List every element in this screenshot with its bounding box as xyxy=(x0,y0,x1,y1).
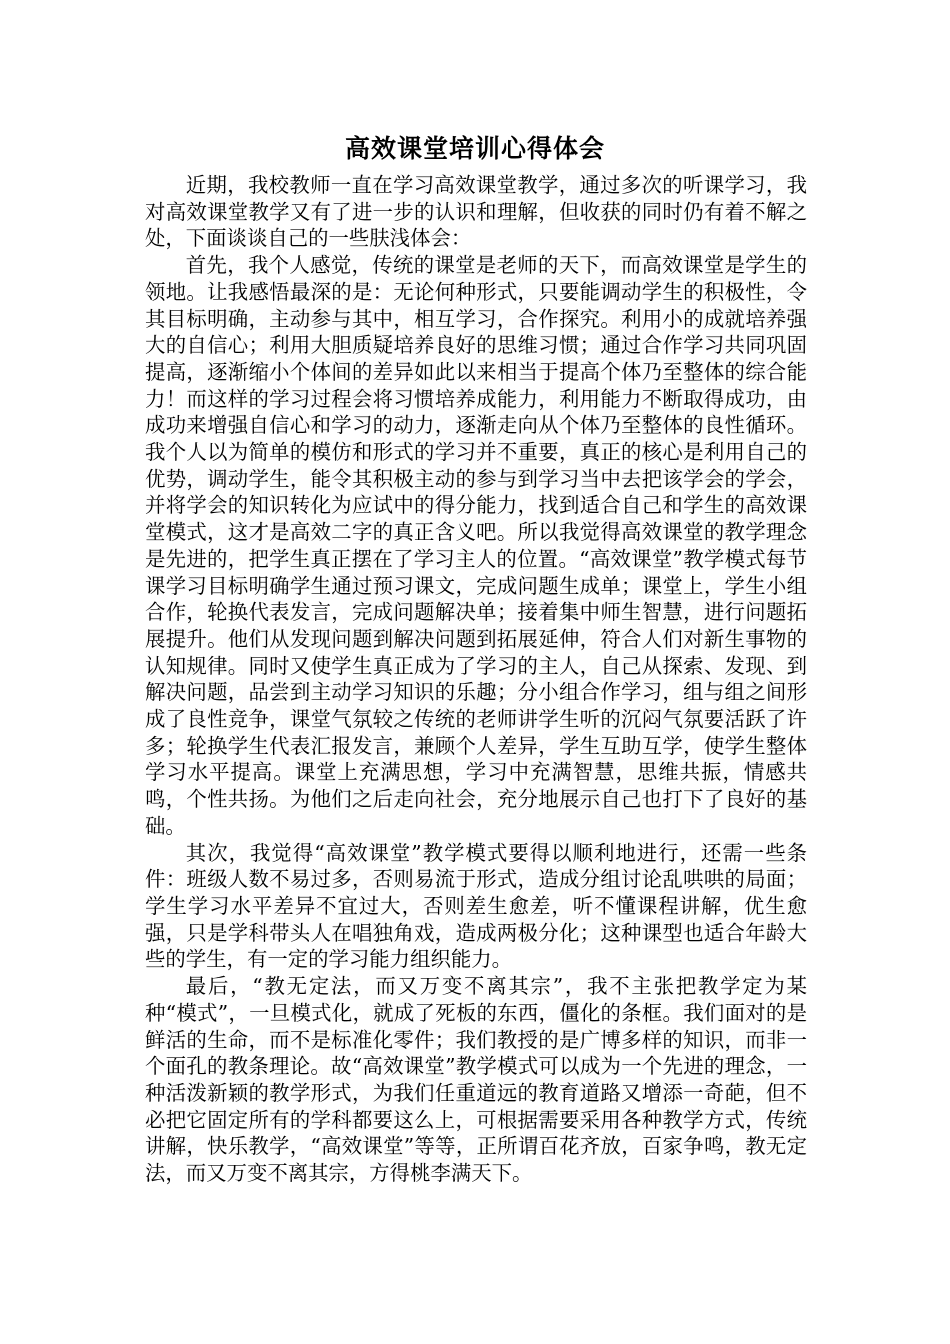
paragraph-first-point: 首先，我个人感觉，传统的课堂是老师的天下，而高效课堂是学生的领地。让我感悟最深的是：无论何种形式，只要能调动学生的积极性，令其目标明确，主动参与其中，相互学习，合作探究。利用小的成就培养强大的自信心；利用大胆质疑培养良好的思维习惯；通过合作学习共同巩固提高，逐渐缩小个体间的差异如此以来相当于提高个体乃至整体的综合能力！而这样的学习过程会将习惯培养成能力，利用能力不断取得成功，由成功来增强自信心和学习的动力，逐渐走向从个体乃至整体的良性循环。我个人以为简单的模仿和形式的学习并不重要，真正的核心是利用自己的优势，调动学生，能令其积极主动的参与到学习当中去把该学会的学会，并将学会的知识转化为应试中的得分能力，找到适合自己和学生的高效课堂模式，这才是高效二字的真正含义吧。所以我觉得高效课堂的教学理念是先进的，把学生真正摆在了学习主人的位置。“高效课堂”教学模式每节课学习目标明确学生通过预习课文，完成问题生成单；课堂上，学生小组合作，轮换代表发言，完成问题解决单；接着集中师生智慧，进行问题拓展提升。他们从发现问题到解决问题到拓展延伸，符合人们对新生事物的认知规律。同时又使学生真正成为了学习的主人，自己从探索、发现、到解决问题，品尝到主动学习知识的乐趣；分小组合作学习，组与组之间形成了良性竞争，课堂气氛较之传统的老师讲学生听的沉闷气氛要活跃了许多；轮换学生代表汇报发言，兼顾个人差异，学生互助互学，使学生整体学习水平提高。课堂上充满思想，学习中充满智慧，思维共振，情感共鸣，个性共扬。为他们之后走向社会，充分地展示自己也打下了良好的基础。 xyxy=(145,253,807,838)
document-title: 高效课堂培训心得体会 xyxy=(344,134,605,163)
paragraph-conclusion: 最后，“教无定法，而又万变不离其宗”，我不主张把教学定为某种“模式”，一旦模式化，就成了死板的东西，僵化的条框。我们面对的是鲜活的生命，而不是标准化零件；我们教授的是广博多样的知识，而非一个面孔的教条理论。故“高效课堂”教学模式可以成为一个先进的理念，一种活泼新颖的教学形式，为我们任重道远的教育道路又增添一奇葩，但不必把它固定所有的学科都要这么上，可根据需要采用各种教学方式，传统讲解，快乐教学，“高效课堂”等等，正所谓百花齐放，百家争鸣，教无定法，而又万变不离其宗，方得桃李满天下。 xyxy=(145,974,807,1186)
paragraph-second-point: 其次，我觉得“高效课堂”教学模式要得以顺利地进行，还需一些条件：班级人数不易过多，否则易流于形式，造成分组讨论乱哄哄的局面；学生学习水平差异不宜过大，否则差生愈差，听不懂课程讲解，优生愈强，只是学科带头人在唱独角戏，造成两极分化；这种课型也适合年龄大些的学生，有一定的学习能力组织能力。 xyxy=(145,840,807,972)
document-body xyxy=(145,172,807,1187)
paragraph-intro: 近期，我校教师一直在学习高效课堂教学，通过多次的听课学习，我对高效课堂教学又有了进一步的认识和理解，但收获的同时仍有着不解之处，下面谈谈自己的一些肤浅体会： xyxy=(145,173,807,251)
